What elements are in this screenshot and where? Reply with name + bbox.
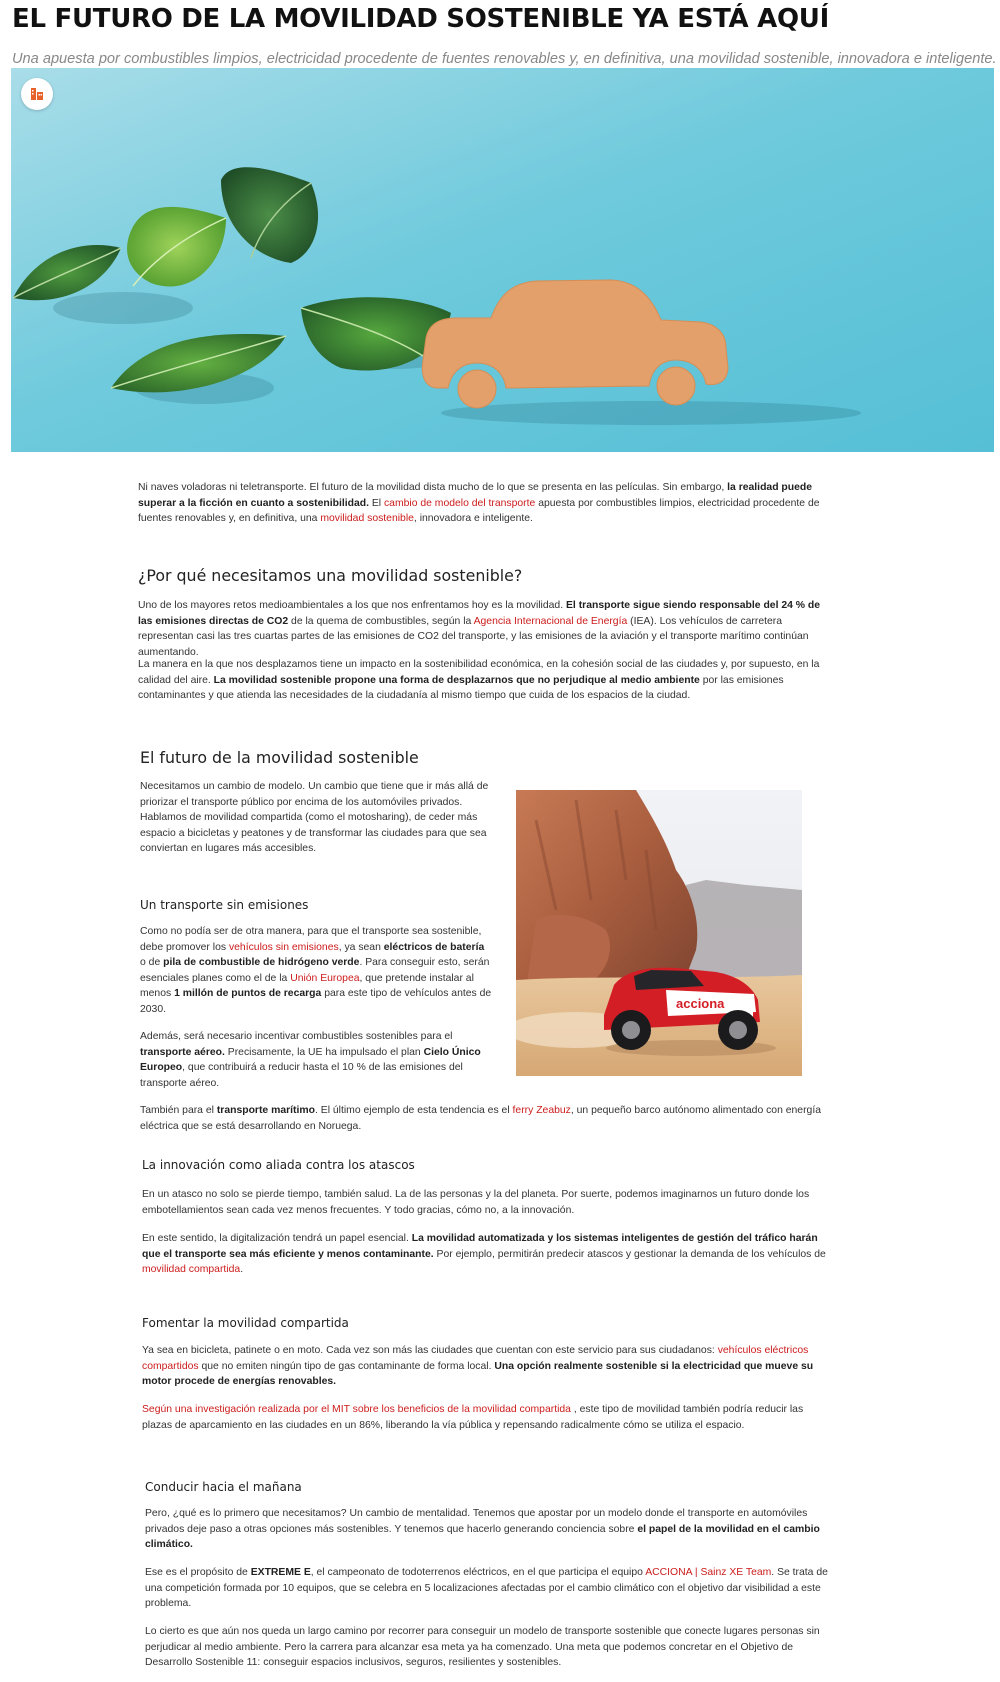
text-run: Lo cierto es que aún nos queda un largo camino por recorrer para conseguir un modelo de transporte sostenible que conecte lugares personas sin perjudicar al medio ambiente. Pero la carrera para alcanzar esa meta ya ha comenzado. Una meta que podemos concretar en el Objetivo de Desarrollo Sostenible 11: conseguir espacios inclusivos, seguros, resilientes y sostenibles. — [145, 1626, 820, 1668]
future-paragraph — [140, 779, 492, 857]
bold-text: La movilidad automatizada y los sistemas inteligentes de gestión del tráfico harán que el transporte sea más eficiente y menos contaminante. — [142, 1233, 818, 1260]
bold-text: El transporte sigue siendo responsable del 24 % de las emisiones directas de CO2 — [138, 600, 821, 627]
text-run: Precisamente, la UE ha impulsado el plan — [224, 1046, 424, 1058]
intro-paragraph — [138, 480, 828, 527]
link-cambio-modelo-transporte[interactable]: cambio de modelo del transporte — [383, 497, 536, 509]
text-run: , que contribuirá a reducir hasta el 10 % de las emisiones del transporte aéreo. — [140, 1062, 463, 1089]
emissions-paragraph-2 — [140, 1029, 492, 1091]
bold-text: La movilidad sostenible propone una forma de desplazarnos que no perjudique al medio ambiente — [213, 674, 700, 686]
link-agencia-internacional-energia[interactable]: Agencia Internacional de Energía — [473, 615, 628, 627]
text-run: La manera en la que nos desplazamos tiene un impacto en la sostenibilidad económica, en la cohesión social de las ciudades y, por supuesto, en la calidad del aire. — [138, 659, 820, 686]
emissions-paragraph-3 — [140, 1103, 830, 1134]
text-run: (IEA). Los vehículos de carretera representan casi las tres cuartas partes de las emisiones de CO2 del transporte, y las emisiones de la aviación y el transporte marítimo continúan aumentando. — [138, 615, 809, 658]
link-vehiculos-electricos-compartidos[interactable]: vehículos eléctricos compartidos — [142, 1345, 809, 1372]
text-run: Ya sea en bicicleta, patinete o en moto. Cada vez son más las ciudades que cuentan con este servicio para sus ciudadanos: — [142, 1345, 718, 1356]
bold-text: EXTREME E — [250, 1567, 311, 1578]
text-run: de la quema de combustibles, según la — [288, 615, 474, 627]
rally-car-image — [516, 790, 802, 1076]
text-run: que no emiten ningún tipo de gas contaminante de forma local. — [198, 1360, 495, 1372]
why-paragraph-2 — [138, 657, 828, 704]
link-movilidad-compartida[interactable]: movilidad compartida — [142, 1264, 241, 1275]
page-subtitle: Una apuesta por combustibles limpios, electricidad procedente de fuentes renovables y, en definitiva, una movilidad sostenible, innovadora e inteligente. — [12, 51, 997, 67]
shared-paragraph-2 — [142, 1402, 832, 1433]
leaves-and-paper-car-image — [11, 68, 994, 452]
text-run: por las emisiones contaminantes y que atienda las necesidades de la ciudadanía al mismo tiempo que cuida de los espacios de la ciudad. — [138, 674, 784, 701]
text-run: Necesitamos un cambio de modelo. Un cambio que tiene que ir más allá de priorizar el transporte público por encima de los automóviles privados. Hablamos de movilidad compartida (como el motosharing), de ceder más espacio a bicicletas y peatones y de transformar las ciudades para que sea conviertan en lugares más accesibles. — [140, 781, 489, 854]
text-run: El — [368, 497, 384, 509]
text-run: . El último ejemplo de esta tendencia es el — [314, 1105, 513, 1116]
text-run: . Se trata de una competición formada por 10 equipos, que se celebra en 5 localizaciones afectadas por el cambio climático con el objetivo dar visibilidad a este problema. — [145, 1567, 828, 1609]
text-run: Ese es el propósito de — [145, 1567, 251, 1578]
text-run: , ya sean — [338, 941, 384, 953]
heading-compartida: Fomentar la movilidad compartida — [142, 1316, 349, 1330]
tomorrow-paragraph-1 — [145, 1506, 835, 1553]
link-union-europea[interactable]: Unión Europea — [290, 972, 360, 984]
bold-text: 1 millón de puntos de recarga — [174, 988, 322, 999]
tomorrow-paragraph-2 — [145, 1565, 835, 1612]
text-run: En un atasco no solo se pierde tiempo, también salud. La de las personas y la del planeta. Por suerte, podemos imaginarnos un futuro donde los embotellamientos sean cada vez menos frecuentes. Y todo gracias, cómo no, a la innovación. — [142, 1189, 810, 1216]
text-run: , un pequeño barco autónomo alimentado con energía eléctrica que se está desarrollando en Noruega. — [140, 1105, 821, 1132]
page-title: EL FUTURO DE LA MOVILIDAD SOSTENIBLE YA ESTÁ AQUÍ — [12, 4, 829, 34]
bold-text: el papel de la movilidad en el cambio climático. — [145, 1523, 820, 1550]
bold-text: transporte marítimo — [216, 1105, 315, 1116]
bold-text: la realidad puede superar a la ficción en cuanto a sostenibilidad. — [138, 482, 813, 509]
text-run: apuesta por combustibles limpios, electricidad procedente de fuentes renovables y, en definitiva, una — [138, 497, 820, 524]
link-investigacion-mit[interactable]: Según una investigación realizada por el MIT sobre los beneficios de la movilidad compartida — [142, 1404, 571, 1415]
car-sponsor-label: acciona — [676, 996, 725, 1011]
heading-futuro: El futuro de la movilidad sostenible — [140, 748, 419, 767]
link-acciona-sainz-xe-team[interactable]: ACCIONA | Sainz XE Team — [645, 1567, 772, 1578]
building-icon[interactable] — [21, 78, 53, 110]
heading-por-que: ¿Por qué necesitamos una movilidad sostenible? — [138, 566, 523, 585]
text-run: Uno de los mayores retos medioambientales a los que nos enfrentamos hoy es la movilidad. — [138, 600, 566, 611]
innovation-paragraph-2 — [142, 1231, 832, 1278]
text-run: . Para conseguir esto, serán esenciales planes como el de la — [140, 957, 490, 984]
text-run: , el campeonato de todoterrenos eléctricos, en el que participa el equipo — [310, 1567, 646, 1578]
text-run: o de — [140, 957, 164, 968]
link-movilidad-sostenible[interactable]: movilidad sostenible — [320, 513, 414, 524]
text-run: También para el — [140, 1105, 217, 1116]
text-run: . — [240, 1264, 244, 1275]
bold-text: transporte aéreo. — [140, 1046, 225, 1058]
heading-manana: Conducir hacia el mañana — [145, 1480, 302, 1494]
why-paragraph-1 — [138, 598, 828, 660]
text-run: En este sentido, la digitalización tendrá un papel esencial. — [142, 1233, 412, 1244]
text-run: Además, será necesario incentivar combustibles sostenibles para el — [140, 1031, 453, 1042]
text-run: Como no podía ser de otra manera, para que el transporte sea sostenible, debe promover los — [140, 926, 482, 953]
hero-image — [11, 68, 994, 452]
heading-innovacion: La innovación como aliada contra los atascos — [142, 1158, 415, 1172]
tomorrow-paragraph-3 — [145, 1624, 835, 1671]
text-run: , innovadora e inteligente. — [413, 513, 533, 524]
shared-paragraph-1 — [142, 1343, 832, 1390]
bold-text: eléctricos de batería — [383, 941, 485, 953]
text-run: Ni naves voladoras ni teletransporte. El futuro de la movilidad dista mucho de lo que se presenta en las películas. Sin embargo, — [138, 482, 728, 493]
bold-text: Cielo Único Europeo — [140, 1046, 481, 1073]
acciona-rally-car-desert-image — [516, 790, 802, 1076]
link-ferry-zeabuz[interactable]: ferry Zeabuz — [512, 1105, 571, 1116]
text-run: Por ejemplo, permitirán predecir atascos y gestionar la demanda de los vehículos de — [433, 1248, 826, 1260]
text-run: , este tipo de movilidad también podría reducir las plazas de aparcamiento en las ciudades en un 86%, liberando la vía pública y repensando radicalmente cómo se utiliza el espacio. — [142, 1404, 804, 1431]
emissions-paragraph-1 — [140, 924, 492, 1017]
bold-text: pila de combustible de hidrógeno verde — [163, 957, 360, 968]
text-run: Pero, ¿qué es lo primero que necesitamos? Un cambio de mentalidad. Tenemos que apostar por un modelo donde el transporte en automóviles privados deje paso a otras opciones más sostenibles. Y tenemos que hacerlo generando conciencia sobre — [145, 1508, 808, 1535]
link-vehiculos-sin-emisiones[interactable]: vehículos sin emisiones — [228, 941, 339, 953]
text-run: para este tipo de vehículos antes de 2030. — [140, 988, 492, 1015]
text-run: , que pretende instalar al menos — [140, 972, 474, 999]
heading-sin-emisiones: Un transporte sin emisiones — [140, 898, 309, 912]
innovation-paragraph-1 — [142, 1187, 832, 1218]
bold-text: Una opción realmente sostenible si la electricidad que mueve su motor procede de energías renovables. — [142, 1360, 814, 1387]
